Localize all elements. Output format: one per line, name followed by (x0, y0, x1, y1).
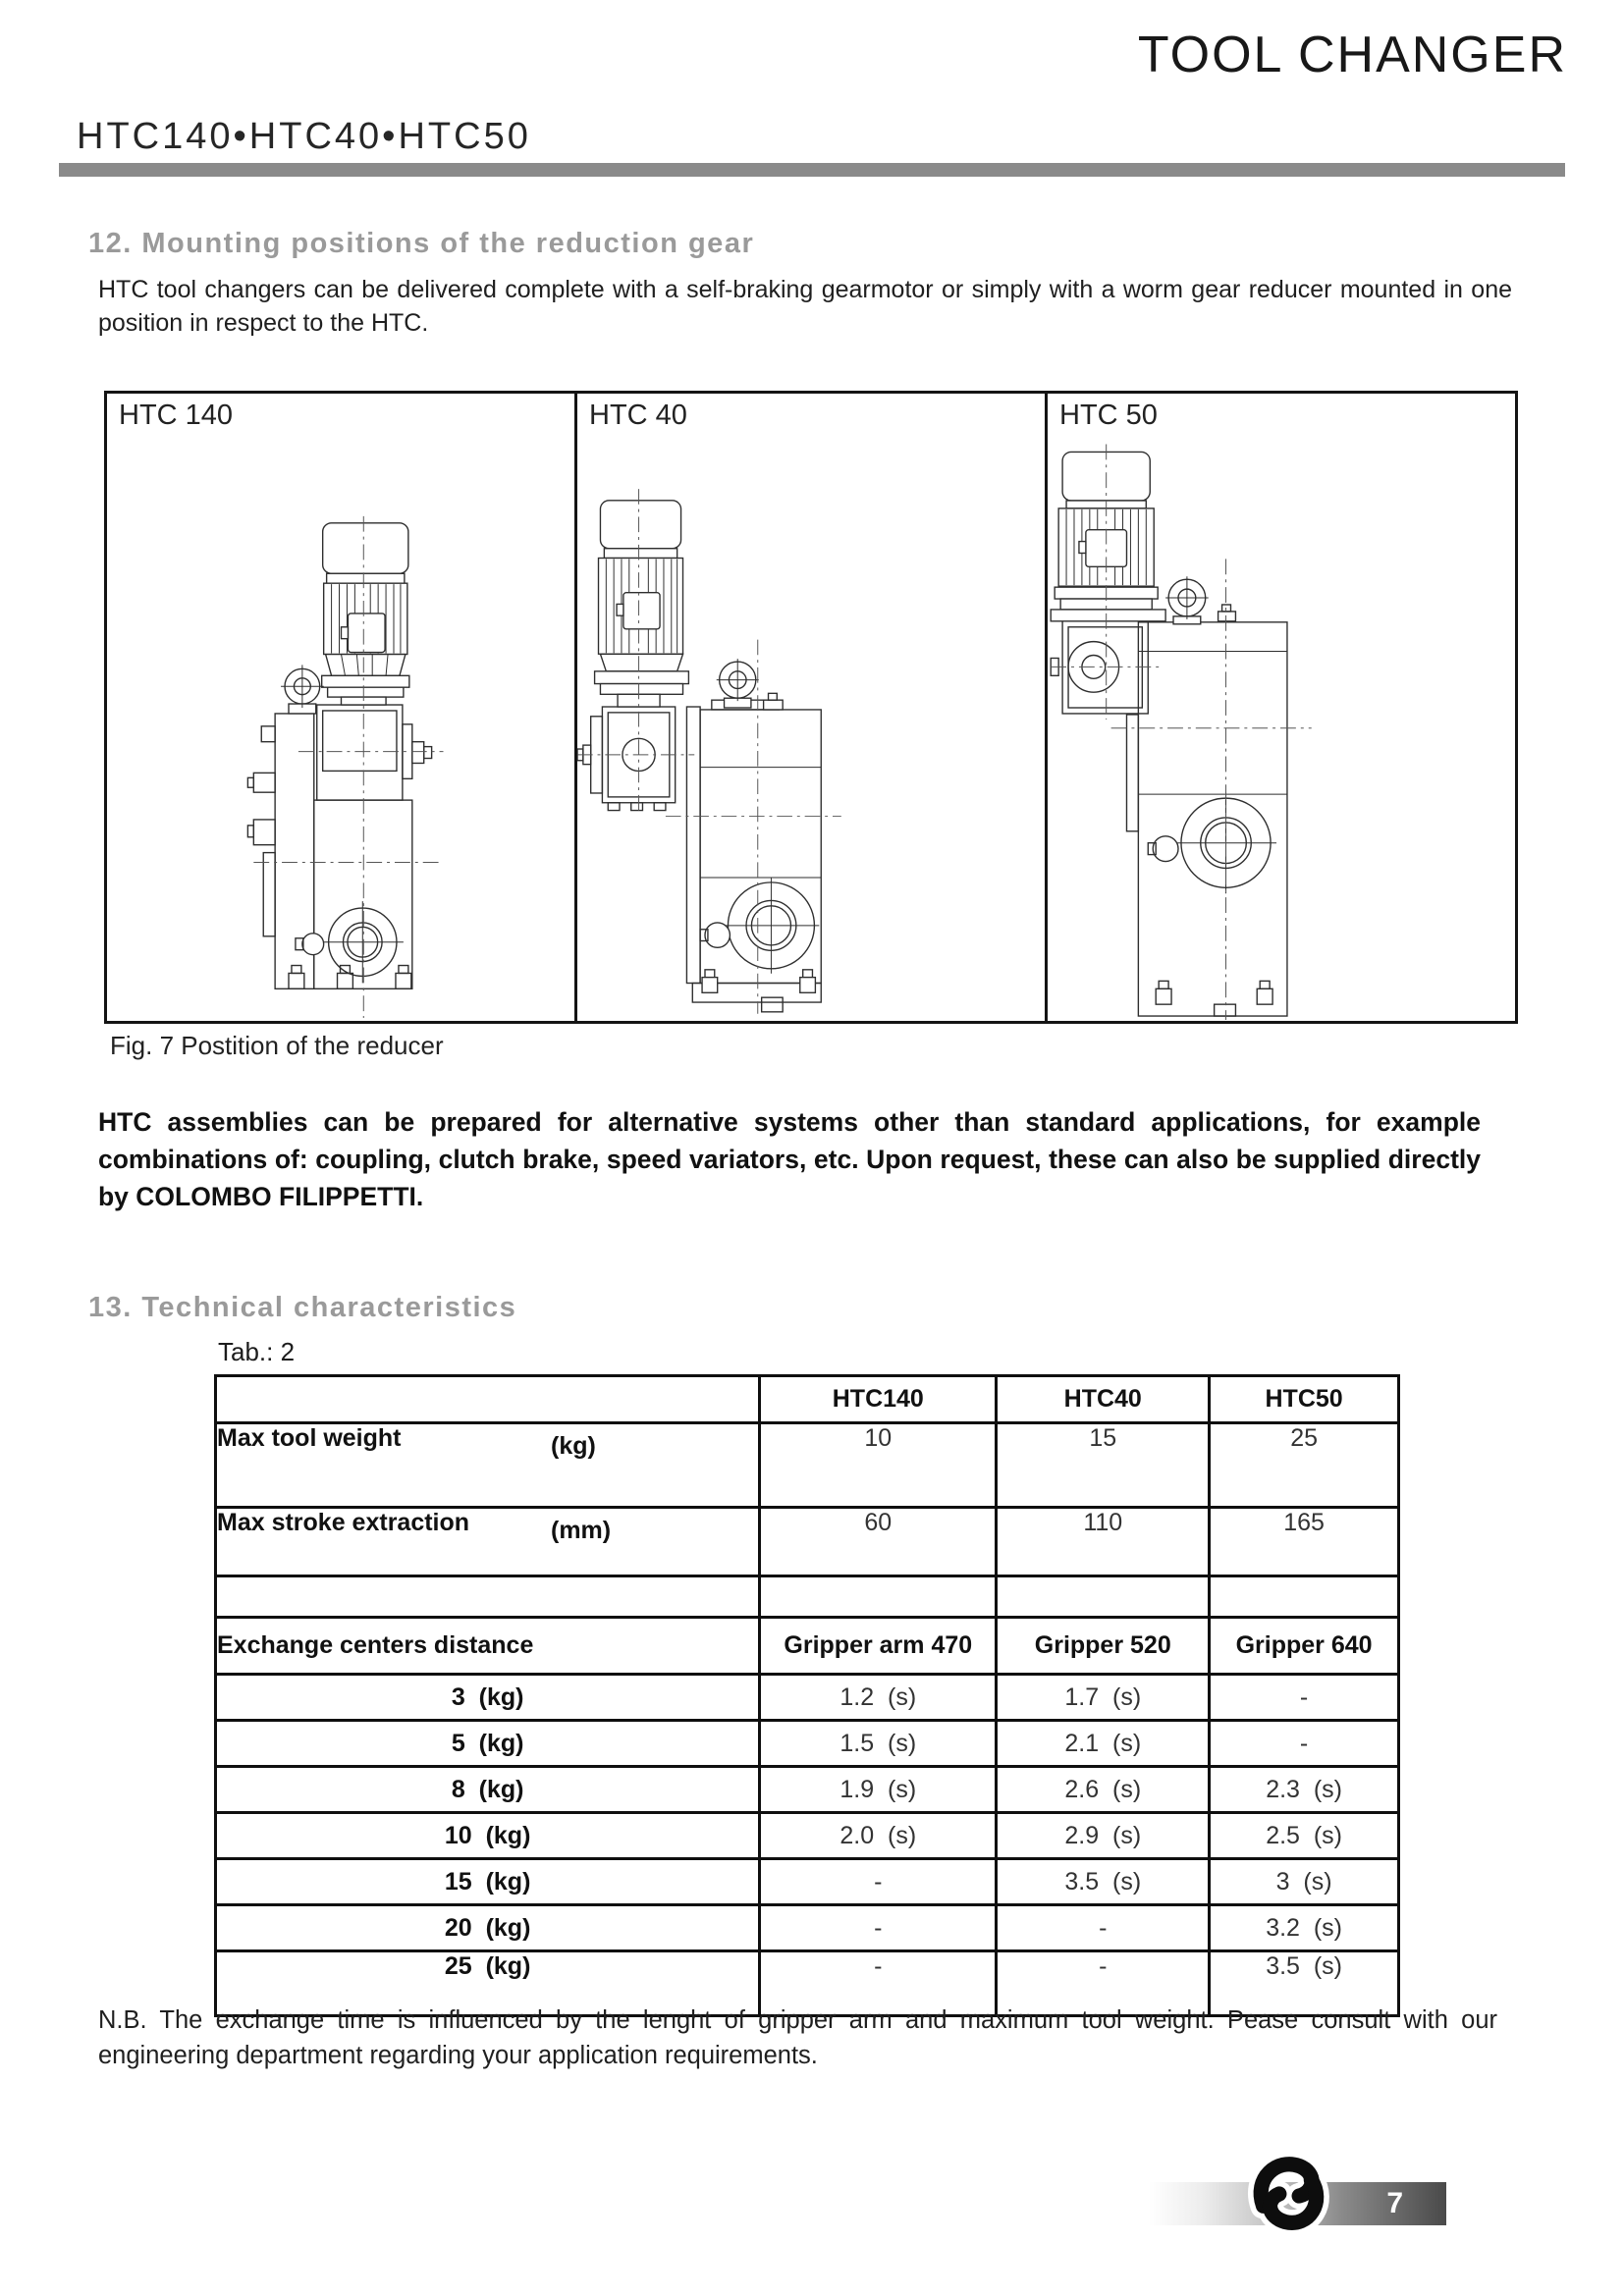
weight-label: 15 (kg) (216, 1859, 760, 1905)
table-cell: - (760, 1859, 997, 1905)
assembly-note: HTC assemblies can be prepared for alternative systems other than standard applications, for example combinations of: coupling, clutch brake, speed variators, etc. Upon request, these can also be supplied directly by COLOMBO FILIPPETTI. (98, 1107, 1481, 1211)
weight-label: 10 (kg) (216, 1813, 760, 1859)
table-row (216, 1508, 1399, 1576)
weight-label: 25 (kg) (216, 1951, 760, 2016)
weight-label: 20 (kg) (216, 1905, 760, 1951)
page-title: TOOL CHANGER (1137, 27, 1567, 83)
htc140-technical-drawing-icon (107, 394, 574, 1021)
table-row (216, 1813, 1399, 1859)
section-12-heading: 12. Mounting positions of the reduction gear (88, 228, 755, 259)
table-cell: 2.1 (s) (997, 1721, 1210, 1767)
section-13-heading: 13. Technical characteristics (88, 1292, 517, 1323)
header-empty-cell (216, 1376, 760, 1423)
weight-label: 5 (kg) (216, 1721, 760, 1767)
subheader-cell: Gripper 640 (1210, 1618, 1399, 1675)
table-cell: 1.5 (s) (760, 1721, 997, 1767)
table-cell: 3 (s) (1210, 1859, 1399, 1905)
table-cell: - (997, 1905, 1210, 1951)
table-row (216, 1423, 1399, 1508)
table-cell: 25 (1210, 1423, 1399, 1508)
figure-panel-htc140 (107, 394, 577, 1021)
htc40-technical-drawing-icon (577, 394, 1045, 1021)
table-cell: 165 (1210, 1508, 1399, 1576)
table-cell: 1.2 (s) (760, 1675, 997, 1721)
table-row (216, 1675, 1399, 1721)
table-cell: 3.2 (s) (1210, 1905, 1399, 1951)
column-header-htc140: HTC140 (760, 1376, 997, 1423)
table-row (216, 1721, 1399, 1767)
weight-label: 8 (kg) (216, 1767, 760, 1813)
figure-panel-htc40 (577, 394, 1048, 1021)
table-header-row (216, 1376, 1399, 1423)
subheader-cell: Gripper arm 470 (760, 1618, 997, 1675)
table-cell: - (760, 1951, 997, 2016)
column-header-htc50: HTC50 (1210, 1376, 1399, 1423)
spec-unit: (mm) (551, 1517, 612, 1544)
table-cell: 2.6 (s) (997, 1767, 1210, 1813)
figure-panel-htc50 (1048, 394, 1515, 1021)
table-cell: 2.5 (s) (1210, 1813, 1399, 1859)
table-row (216, 1905, 1399, 1951)
weight-label: 3 (kg) (216, 1675, 760, 1721)
table-cell: - (997, 1951, 1210, 2016)
table-cell: - (1210, 1721, 1399, 1767)
table-spacer-row (216, 1576, 1399, 1618)
table-cell: 15 (997, 1423, 1210, 1508)
table-cell: 60 (760, 1508, 997, 1576)
table-cell: 10 (760, 1423, 997, 1508)
panel-label: HTC 40 (589, 400, 687, 431)
panel-label: HTC 50 (1059, 400, 1158, 431)
brand-logo-icon (1229, 2144, 1349, 2244)
table-subheader-row (216, 1618, 1399, 1675)
table-cell: - (1210, 1675, 1399, 1721)
spec-label-cell (216, 1423, 760, 1508)
models-subtitle: HTC140•HTC40•HTC50 (77, 116, 531, 157)
panel-label: HTC 140 (119, 400, 234, 431)
table-cell: 3.5 (s) (997, 1859, 1210, 1905)
page-number: 7 (1386, 2187, 1403, 2219)
table-cell: 1.9 (s) (760, 1767, 997, 1813)
nb-note: N.B. The exchange time is influenced by the lenght of gripper arm and maximum tool weight. Pease consult with our engineering department regarding your application requirements. (98, 2006, 1497, 2069)
table-label: Tab.: 2 (218, 1337, 296, 1366)
spec-label-cell (216, 1508, 760, 1576)
table-cell: 2.0 (s) (760, 1813, 997, 1859)
table-cell: 2.3 (s) (1210, 1767, 1399, 1813)
technical-characteristics-table (214, 1374, 1400, 2017)
section-12-body: HTC tool changers can be delivered complete with a self-braking gearmotor or simply with a worm gear reducer mounted in one position in respect to the HTC. (98, 276, 1512, 337)
htc50-technical-drawing-icon (1048, 394, 1515, 1021)
table-cell: 110 (997, 1508, 1210, 1576)
subheader-label: Exchange centers distance (216, 1618, 760, 1675)
header-rule (59, 163, 1565, 177)
table-row (216, 1859, 1399, 1905)
table-cell: - (760, 1905, 997, 1951)
table-cell: 1.7 (s) (997, 1675, 1210, 1721)
figure-reducer-positions (104, 391, 1518, 1024)
spec-label: Max stroke extraction (217, 1509, 470, 1536)
subheader-cell: Gripper 520 (997, 1618, 1210, 1675)
table-cell: 3.5 (s) (1210, 1951, 1399, 2016)
spec-label: Max tool weight (217, 1424, 402, 1452)
table-row (216, 1767, 1399, 1813)
spec-unit: (kg) (551, 1432, 596, 1460)
column-header-htc40: HTC40 (997, 1376, 1210, 1423)
table-cell: 2.9 (s) (997, 1813, 1210, 1859)
figure-caption: Fig. 7 Postition of the reducer (110, 1031, 444, 1060)
